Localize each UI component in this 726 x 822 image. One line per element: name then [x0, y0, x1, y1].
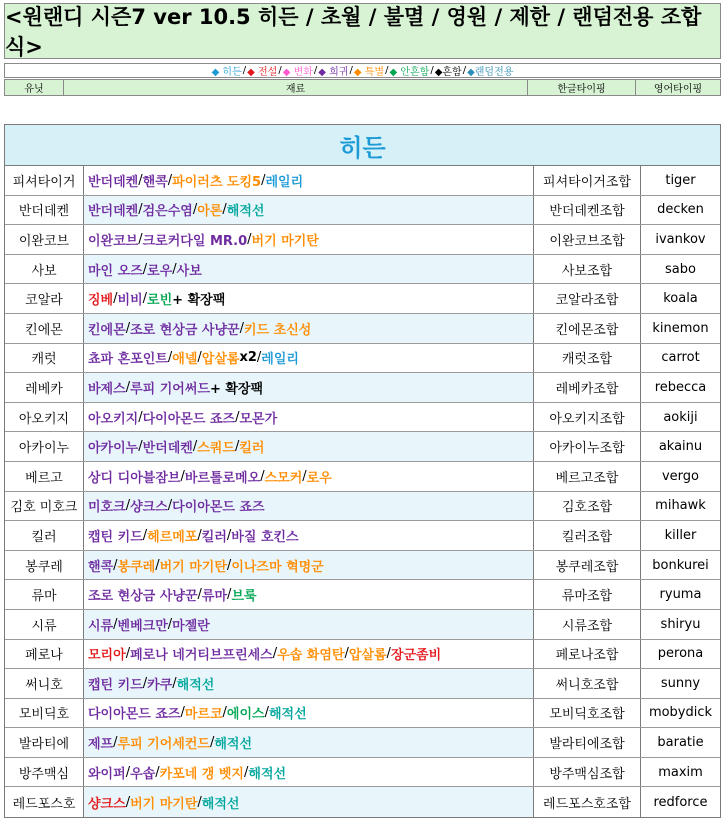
korean-typing-cell: 피셔타이거조합: [534, 166, 641, 195]
material-list: [84, 314, 534, 343]
english-typing-cell: sunny: [641, 669, 720, 698]
unit-name: 방주맥심: [5, 758, 84, 787]
korean-typing-cell: 봉쿠레조합: [534, 551, 641, 580]
material-item: 캡틴 키드: [88, 529, 143, 545]
material-item: 우솝 화염탄: [277, 648, 345, 664]
material-list: [84, 669, 534, 698]
material-separator: /: [192, 439, 198, 455]
material-item: 장군좀비: [390, 648, 442, 664]
material-separator: /: [234, 439, 240, 455]
english-typing-cell: rebecca: [641, 373, 720, 402]
material-separator: /: [113, 735, 118, 751]
material-list: [84, 344, 534, 373]
korean-typing-cell: 캐럿조합: [534, 344, 641, 373]
legend-separator: /: [349, 65, 353, 76]
unit-name: 킬러: [5, 521, 84, 550]
unit-name: 레드포스호: [5, 787, 84, 817]
korean-typing-cell: 발라티에조합: [534, 728, 641, 757]
material-separator: /: [138, 172, 143, 188]
material-item: 압살롬: [348, 648, 387, 664]
korean-typing-cell: 레베카조합: [534, 373, 641, 402]
material-list: [84, 166, 534, 195]
material-separator: /: [386, 646, 391, 662]
material-separator: /: [244, 764, 249, 780]
english-typing-cell: ryuma: [641, 580, 720, 609]
unit-name: 아카이누: [5, 432, 84, 461]
material-item: 이나즈마 혁명군: [231, 559, 324, 575]
material-list: [84, 225, 534, 254]
unit-name: 류마: [5, 580, 84, 609]
unit-name: 피셔타이거: [5, 166, 84, 195]
material-item: 모리아: [88, 648, 126, 664]
material-list: [84, 758, 534, 787]
material-item: 쵸파 혼포인트: [88, 352, 168, 368]
legend-item-diamond-icon: ◆랜덤전용: [467, 67, 514, 78]
material-item: 핸콕: [88, 559, 114, 575]
material-item: 상디 디아블잠브: [88, 470, 181, 486]
table-row: [5, 373, 720, 403]
korean-typing-cell: 시류조합: [534, 610, 641, 639]
material-item: 파이러츠 도킹5: [172, 174, 262, 190]
material-item: 킨에몬: [88, 322, 126, 338]
material-item: + 확장팩: [172, 293, 226, 309]
material-separator: /: [256, 350, 262, 366]
material-item: 해적선: [176, 677, 215, 693]
material-item: 해적선: [268, 707, 307, 723]
korean-typing-cell: 이완코브조합: [534, 225, 641, 254]
material-separator: /: [197, 527, 202, 543]
english-typing-cell: perona: [641, 640, 720, 669]
material-item: 해적선: [248, 766, 287, 782]
english-typing-cell: koala: [641, 284, 720, 313]
unit-name: 시류: [5, 610, 84, 639]
material-item: 제프: [88, 737, 114, 753]
legend-item-diamond-icon: ◆ 희귀: [318, 67, 349, 78]
unit-name: 발라티에: [5, 728, 84, 757]
table-row: [5, 462, 720, 492]
table-row: [5, 728, 720, 758]
material-item: 바질 호킨스: [231, 529, 299, 545]
material-item: 이완코브: [88, 233, 139, 249]
material-list: [84, 284, 534, 313]
unit-name: 베르고: [5, 462, 84, 491]
korean-typing-cell: 킨에몬조합: [534, 314, 641, 343]
material-item: 아카이누: [88, 441, 139, 457]
english-typing-cell: sabo: [641, 255, 720, 284]
column-header: [4, 79, 721, 95]
material-separator: /: [125, 794, 131, 810]
table-row: [5, 787, 720, 817]
legend-item-diamond-icon: ◆ 전설: [247, 67, 278, 78]
material-separator: /: [142, 527, 148, 543]
material-item: 비비: [117, 293, 143, 309]
material-item: 핸콕: [142, 174, 168, 190]
material-item: 해적선: [201, 796, 240, 812]
korean-typing-cell: 김호조합: [534, 492, 641, 521]
material-list: [84, 432, 534, 461]
unit-name: 김호 미호크: [5, 492, 84, 521]
material-separator: /: [155, 764, 160, 780]
material-list: [84, 551, 534, 580]
legend-separator: /: [278, 65, 282, 76]
material-item: 마르코: [184, 707, 223, 723]
material-separator: /: [142, 291, 148, 307]
korean-typing-cell: 방주맥심조합: [534, 758, 641, 787]
legend-separator: /: [313, 65, 318, 76]
material-item: 스모커: [264, 470, 303, 486]
legend-separator: /: [430, 65, 434, 76]
material-list: [84, 255, 534, 284]
material-item: 캡틴 키드: [88, 677, 143, 693]
material-separator: /: [180, 705, 185, 721]
english-typing-cell: maxim: [641, 758, 720, 787]
material-item: 로빈: [147, 293, 173, 309]
material-list: [84, 373, 534, 402]
material-item: 바제스: [88, 381, 126, 397]
english-typing-cell: decken: [641, 196, 720, 225]
header-english-typing: 영어타이핑: [635, 79, 721, 96]
english-typing-cell: ivankov: [641, 225, 720, 254]
korean-typing-cell: 류마조합: [534, 580, 641, 609]
material-separator: /: [209, 735, 215, 751]
material-separator: /: [226, 527, 232, 543]
legend-separator: /: [385, 65, 389, 76]
korean-typing-cell: 사보조합: [534, 255, 641, 284]
material-item: 애넬: [172, 352, 198, 368]
material-item: 반더데켄: [88, 204, 139, 220]
material-separator: /: [125, 320, 131, 336]
material-list: [84, 580, 534, 609]
legend-item-diamond-icon: ◆ 변화: [282, 67, 313, 78]
english-typing-cell: tiger: [641, 166, 720, 195]
rarity-legend: [4, 63, 721, 78]
english-typing-cell: kinemon: [641, 314, 720, 343]
material-item: 검은수염: [142, 204, 193, 220]
material-item: 사보: [176, 263, 202, 279]
material-list: [84, 640, 534, 669]
korean-typing-cell: 페로나조합: [534, 640, 641, 669]
material-separator: /: [155, 557, 160, 573]
table-row: [5, 225, 720, 255]
material-item: 조로 현상금 사냥꾼: [88, 589, 198, 605]
legend-item-diamond-icon: ◆흔함: [434, 67, 462, 78]
material-item: 킬러: [201, 529, 227, 545]
material-separator: /: [142, 261, 148, 277]
material-separator: /: [138, 409, 143, 425]
english-typing-cell: bonkurei: [641, 551, 720, 580]
korean-typing-cell: 모비딕호조합: [534, 699, 641, 728]
material-separator: /: [235, 409, 240, 425]
material-separator: /: [167, 172, 173, 188]
material-item: 샹크스: [130, 500, 168, 516]
material-separator: /: [167, 350, 173, 366]
english-typing-cell: redforce: [641, 787, 720, 817]
material-separator: /: [302, 468, 307, 484]
english-typing-cell: shiryu: [641, 610, 720, 639]
unit-name: 모비딕호: [5, 699, 84, 728]
material-separator: /: [138, 202, 143, 218]
material-item: 로우: [306, 470, 332, 486]
english-typing-cell: baratie: [641, 728, 720, 757]
legend-separator: /: [462, 65, 467, 76]
material-item: 징베: [88, 293, 114, 309]
table-row: [5, 432, 720, 462]
material-item: 바르톨로메오: [184, 470, 261, 486]
material-list: [84, 728, 534, 757]
section-title: 히든: [5, 125, 720, 166]
material-item: 마인 오즈: [88, 263, 143, 279]
table-row: [5, 669, 720, 699]
material-item: 해적선: [226, 204, 265, 220]
material-item: 브룩: [231, 589, 257, 605]
material-separator: /: [222, 705, 227, 721]
legend-item-diamond-icon: ◆ 히든: [211, 67, 242, 78]
material-item: 반더데켄: [142, 441, 193, 457]
material-item: 아오키지: [88, 411, 139, 427]
english-typing-cell: mihawk: [641, 492, 720, 521]
table-row: [5, 403, 720, 433]
material-list: [84, 492, 534, 521]
material-separator: /: [260, 468, 265, 484]
material-item: 버기 마기탄: [130, 796, 198, 812]
header-material: 재료: [63, 79, 528, 96]
korean-typing-cell: 아카이누조합: [534, 432, 641, 461]
english-typing-cell: aokiji: [641, 403, 720, 432]
material-separator: /: [138, 231, 143, 247]
material-item: 해적선: [214, 737, 253, 753]
korean-typing-cell: 써니호조합: [534, 669, 641, 698]
unit-name: 반더데켄: [5, 196, 84, 225]
material-separator: /: [167, 616, 173, 632]
unit-name: 레베카: [5, 373, 84, 402]
material-item: 스쿼드: [197, 441, 235, 457]
unit-name: 캐럿: [5, 344, 84, 373]
material-item: 다이아몬드 죠즈: [172, 500, 265, 516]
unit-name: 봉쿠레: [5, 551, 84, 580]
english-typing-cell: carrot: [641, 344, 720, 373]
material-separator: /: [113, 291, 118, 307]
material-item: 루피 기어써드: [130, 381, 210, 397]
header-korean-typing: 한글타이핑: [527, 79, 636, 96]
material-separator: /: [113, 616, 118, 632]
material-separator: /: [227, 587, 232, 603]
material-list: [84, 521, 534, 550]
material-separator: /: [172, 261, 177, 277]
material-separator: /: [125, 498, 131, 514]
material-separator: /: [113, 557, 118, 573]
material-item: 버기 마기탄: [159, 559, 227, 575]
material-item: 봉쿠레: [117, 559, 156, 575]
material-separator: /: [142, 675, 148, 691]
table-row: [5, 551, 720, 581]
material-list: [84, 196, 534, 225]
material-separator: /: [192, 202, 198, 218]
material-item: 버기 마기탄: [251, 233, 319, 249]
material-item: 벤베크만: [117, 618, 168, 634]
material-separator: /: [197, 587, 202, 603]
material-separator: /: [272, 646, 278, 662]
material-item: 헤르메포: [147, 529, 198, 545]
material-item: 반더데켄: [88, 174, 139, 190]
material-list: [84, 699, 534, 728]
english-typing-cell: mobydick: [641, 699, 720, 728]
table-row: [5, 284, 720, 314]
english-typing-cell: akainu: [641, 432, 720, 461]
material-item: 다이아몬드 죠즈: [88, 707, 181, 723]
material-item: 레일리: [261, 352, 299, 368]
unit-name: 사보: [5, 255, 84, 284]
material-item: 루피 기어세컨드: [117, 737, 210, 753]
material-item: 조로 현상금 사냥꾼: [130, 322, 240, 338]
recipe-table: [4, 124, 721, 818]
material-separator: /: [247, 231, 252, 247]
material-item: 카포네 갱 벳지: [159, 766, 244, 782]
korean-typing-cell: 반더데켄조합: [534, 196, 641, 225]
material-separator: /: [344, 646, 349, 662]
material-item: 마젤란: [172, 618, 210, 634]
material-separator: /: [239, 320, 244, 336]
korean-typing-cell: 아오키지조합: [534, 403, 641, 432]
material-item: 압살롬: [201, 352, 240, 368]
korean-typing-cell: 레드포스호조합: [534, 787, 641, 817]
material-item: 미호크: [88, 500, 126, 516]
material-item: 다이아몬드 죠즈: [142, 411, 236, 427]
material-list: [84, 403, 534, 432]
material-list: [84, 787, 534, 817]
material-separator: /: [125, 379, 131, 395]
material-item: 로우: [147, 263, 173, 279]
english-typing-cell: vergo: [641, 462, 720, 491]
table-row: [5, 344, 720, 374]
page-title: <원랜디 시즌7 ver 10.5 히든 / 초월 / 불멸 / 영원 / 제한 / 랜덤전용 조합식>: [4, 3, 721, 59]
material-item: 키드 초신성: [244, 322, 312, 338]
unit-name: 킨에몬: [5, 314, 84, 343]
korean-typing-cell: 베르고조합: [534, 462, 641, 491]
material-separator: /: [180, 468, 185, 484]
material-separator: /: [222, 202, 227, 218]
material-item: 레일리: [265, 174, 304, 190]
table-row: [5, 610, 720, 640]
material-item: 페로나 네거티브프린세스: [130, 648, 273, 664]
material-item: 에이스: [226, 707, 265, 723]
table-row: [5, 640, 720, 670]
header-unit: 유닛: [4, 79, 64, 96]
material-item: 모몬가: [239, 411, 278, 427]
material-item: 와이퍼: [88, 766, 126, 782]
table-row: [5, 521, 720, 551]
table-row: [5, 166, 720, 196]
table-row: [5, 492, 720, 522]
unit-name: 이완코브: [5, 225, 84, 254]
material-item: 시류: [88, 618, 114, 634]
table-row: [5, 196, 720, 226]
unit-name: 코알라: [5, 284, 84, 313]
material-item: 아론: [197, 204, 223, 220]
legend-separator: /: [242, 65, 247, 76]
material-separator: /: [226, 557, 232, 573]
material-item: + 확장팩: [209, 381, 264, 397]
material-item: 우솝: [130, 766, 156, 782]
legend-item-diamond-icon: ◆ 특별: [353, 67, 385, 78]
material-item: 류마: [201, 589, 228, 605]
korean-typing-cell: 코알라조합: [534, 284, 641, 313]
english-typing-cell: killer: [641, 521, 720, 550]
material-separator: /: [138, 439, 143, 455]
unit-name: 페로나: [5, 640, 84, 669]
unit-name: 아오키지: [5, 403, 84, 432]
table-row: [5, 255, 720, 285]
material-list: [84, 610, 534, 639]
material-separator: /: [197, 350, 202, 366]
unit-name: 써니호: [5, 669, 84, 698]
material-item: 킬러: [239, 441, 265, 457]
material-list: [84, 462, 534, 491]
korean-typing-cell: 킬러조합: [534, 521, 641, 550]
table-row: [5, 314, 720, 344]
table-row: [5, 758, 720, 788]
table-row: [5, 699, 720, 729]
material-separator: /: [264, 705, 269, 721]
material-separator: /: [125, 646, 131, 662]
legend-item-diamond-icon: ◆ 안흔함: [389, 67, 430, 78]
material-item: x2: [239, 350, 257, 366]
table-row: [5, 580, 720, 610]
material-item: 크로커다일 MR.0: [142, 233, 248, 249]
material-separator: /: [167, 498, 173, 514]
material-item: 샹크스: [88, 796, 126, 812]
material-separator: /: [197, 794, 202, 810]
material-separator: /: [125, 764, 131, 780]
material-item: 카쿠: [147, 677, 173, 693]
material-separator: /: [172, 675, 177, 691]
material-separator: /: [261, 172, 266, 188]
